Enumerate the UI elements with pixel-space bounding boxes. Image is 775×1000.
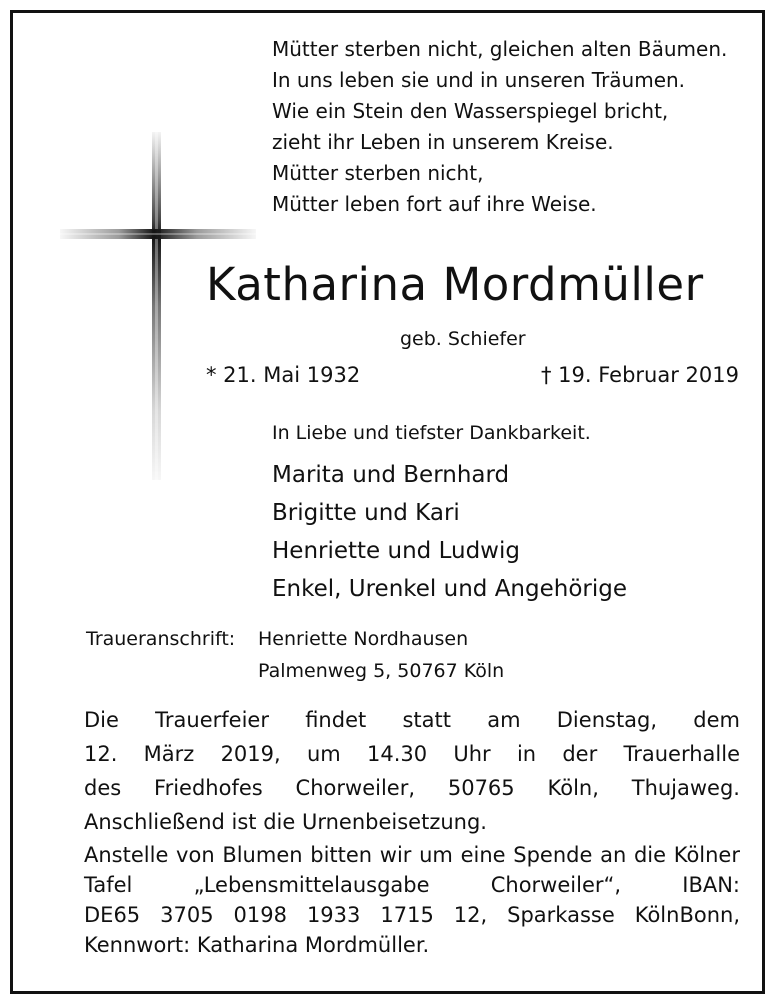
donation-line: Anstelle von Blumen bitten wir um eine Spende an die Kölner	[84, 843, 740, 867]
donation-text	[84, 840, 740, 960]
funeral-service-text	[84, 703, 740, 839]
death-date: † 19. Februar 2019	[541, 363, 739, 387]
poem-line: In uns leben sie und in unseren Träumen.	[272, 68, 686, 92]
mourner-entry: Henriette und Ludwig	[272, 538, 520, 564]
mourner-entry: Enkel, Urenkel und Angehörige	[272, 576, 628, 602]
service-line: Anschließend ist die Urnenbeisetzung.	[84, 810, 487, 834]
mourner-entry: Marita und Bernhard	[272, 462, 510, 488]
poem	[272, 34, 752, 220]
dedication-line: In Liebe und tiefster Dankbarkeit.	[272, 422, 591, 444]
address-line: Palmenweg 5, 50767 Köln	[258, 660, 505, 682]
service-line: des Friedhofes Chorweiler, 50765 Köln, Thujaweg.	[84, 776, 740, 800]
deceased-name: Katharina Mordmüller	[206, 258, 704, 311]
cross-icon	[152, 132, 161, 480]
mourner-entry: Brigitte und Kari	[272, 500, 460, 526]
poem-line: Mütter sterben nicht, gleichen alten Bäumen.	[272, 37, 728, 61]
donation-line: Kennwort: Katharina Mordmüller.	[84, 933, 430, 957]
address-line: Henriette Nordhausen	[258, 628, 469, 650]
poem-line: zieht ihr Leben in unserem Kreise.	[272, 130, 614, 154]
maiden-name: geb. Schiefer	[400, 328, 526, 350]
address-label: Traueranschrift:	[86, 628, 236, 650]
cross-icon-crossbar	[60, 229, 256, 239]
donation-line: DE65 3705 0198 1933 1715 12, Sparkasse KölnBonn,	[84, 903, 740, 927]
poem-line: Wie ein Stein den Wasserspiegel bricht,	[272, 99, 669, 123]
donation-line: Tafel „Lebensmittelausgabe Chorweiler“, IBAN:	[84, 873, 740, 897]
mourners-list	[272, 456, 627, 608]
poem-line: Mütter leben fort auf ihre Weise.	[272, 192, 597, 216]
mourning-address	[258, 623, 504, 687]
birth-date: * 21. Mai 1932	[206, 363, 361, 387]
service-line: Die Trauerfeier findet statt am Dienstag, dem	[84, 708, 740, 732]
poem-line: Mütter sterben nicht,	[272, 161, 484, 185]
service-line: 12. März 2019, um 14.30 Uhr in der Trauerhalle	[84, 742, 740, 766]
